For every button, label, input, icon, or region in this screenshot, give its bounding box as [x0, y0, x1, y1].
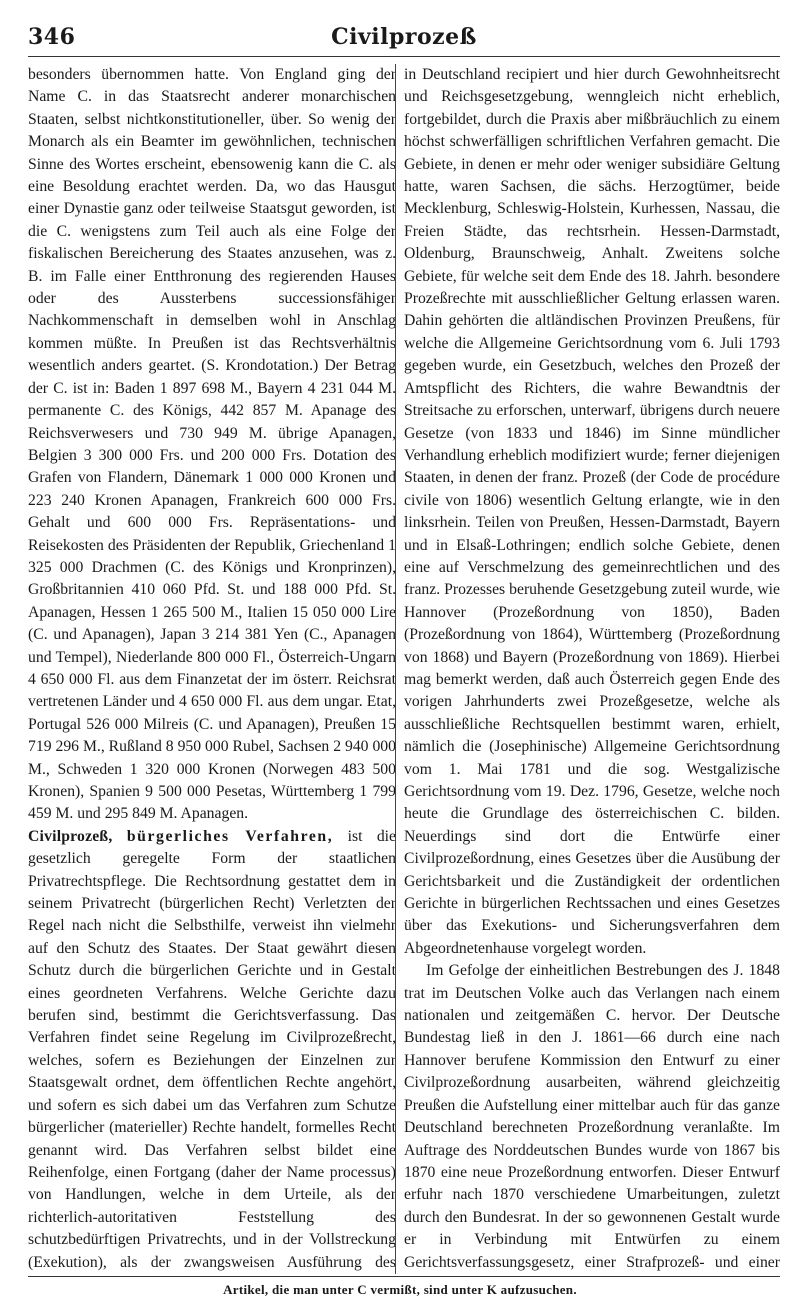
paragraph: besonders übernommen hatte. Von England ging der Name C. in das Staatsrecht anderer monarchischen Staaten, selbst nichtkonstitutioneller, über. So wenig der Monarch als ein Beamter im gewöhnlichen, technischen Sinne des Wortes erscheint, ebensowenig kann die C. als eine Besoldung erachtet werden. Da, wo das Hausgut einer Dynastie ganz oder teilweise Staatsgut geworden, ist die C. wenigstens zum Teil auch als eine Folge der fiskalischen Bereicherung des Staates anzusehen, was z. B. im Falle einer Entthronung des regierenden Hauses oder des Aussterbens successionsfähiger Nachkommenschaft in demselben wohl in Anschlag kommen müßte. In Preußen ist das Rechtsverhältnis wesentlich anders geartet. (S. Krondotation.) Der Betrag der C. ist in: Baden 1 897 698 M., Bayern 4 231 044 M. permanente C. des Königs, 442 857 M. Apanage des Reichsverwesers und 730 949 M. übrige Apanagen, Belgien 3 300 000 Frs. und 200 000 Frs. Dotation des Grafen von Flandern, Dänemark 1 000 000 Kronen und 223 240 Kronen Apanagen, Frankreich 600 000 Frs. Gehalt und 600 000 Frs. Repräsentations- und Reisekosten des Präsidenten der Republik, Griechenland 1 325 000 Drachmen (C. des Königs und Kronprinzen), Großbritannien 410 060 Pfd. St. und 188 000 Pfd. St. Apanagen, Hessen 1 265 500 M., Italien 15 050 000 Lire (C. und Apanagen), Japan 3 214 381 Yen (C., Apanagen und Tempel), Niederlande 800 000 Fl., Österreich-Ungarn 4 650 000 Fl. aus dem Finanzetat der im österr. Reichsrat vertretenen Länder und 4 650 000 Fl. aus dem ungar. Etat, Portugal 526 000 Milreis (C. und Apanagen), Preußen 15 719 296 M., Rußland 8 950 000 Rubel, Sachsen 2 940 000 M., Schweden 1 320 000 Kronen (Norwegen 483 500 Kronen), Spanien 9 500 000 Pesetas, Württemberg 1 799 459 M. und 295 849 M. Apanagen. — [28, 66, 396, 823]
footer-note: Artikel, die man unter C vermißt, sind unter K aufzusuchen. — [223, 1282, 577, 1297]
entry-civilprozess — [28, 826, 396, 1274]
paragraph: in Deutschland recipiert und hier durch Gewohnheitsrecht und Reichsgesetzgebung, wenngleich nicht erheblich, fortgebildet, durch die Praxis aber mißbräuchlich zu einem höchst schwerfälligen schriftlichen Verfahren gemacht. Die Gebiete, in denen er mehr oder weniger subsidiäre Geltung hatte, waren Sachsen, die sächs. Herzogtümer, beide Mecklenburg, Schleswig-Holstein, Kurhessen, Nassau, die Freien Städte, das rechtsrhein. Hessen-Darmstadt, Oldenburg, Braunschweig, Anhalt. Zweitens solche Gebiete, für welche seit dem Ende des 18. Jahrh. besondere Prozeßrechte mit ausschließlicher Geltung erlassen waren. Dahin gehörten die altländischen Provinzen Preußens, für welche die Allgemeine Gerichtsordnung vom 6. Juli 1793 gegeben wurde, ein Gesetzbuch, welches den Prozeß der Amtspflicht des Richters, die wahre Bewandtnis der Streitsache zu erforschen, unterwarf, übrigens durch neuere Gesetze (von 1833 und 1846) im Sinne mündlicher Verhandlung erheblich modifiziert wurde; ferner diejenigen Staaten, in denen der franz. Prozeß (der Code de procédure civile von 1806) wesentlich Geltung erlangte, wie in den linksrhein. Teilen von Preußen, Hessen-Darmstadt, Bayern und in Elsaß-Lothringen; endlich solche Gebiete, denen eine auf Verschmelzung des gemeinrechtlichen und des franz. Prozesses beruhende Gesetzgebung zuteil wurde, wie Hannover (Prozeßordnung von 1850), Baden (Prozeßordnung von 1864), Württemberg (Prozeßordnung von 1868) und Bayern (Prozeßordnung von 1869). Hierbei mag bemerkt werden, daß auch Österreich gegen Ende des vorigen Jahrhunderts zwei Prozeßgesetze, welche als ausschließliche Rechtsquellen bestimmt waren, erhielt, nämlich die (Josephinische) Allgemeine Gerichtsordnung vom 1. Mai 1781 und die sog. Westgalizische Gerichtsordnung vom 19. Dez. 1796, Gesetze, welche noch heute die Grundlage des österreichischen C. bilden. Neuerdings sind dort die Entwürfe einer Civilprozeßordnung, eines Gesetzes über die Ausübung der Gerichtsbarkeit und die Zuständigkeit der ordentlichen Gerichte in bürgerlichen Rechtssachen und eines Gesetzes über das Exekutions- und Sicherungsverfahren dem Abgeordnetenhause vorgelegt worden. — [404, 66, 780, 957]
page-header — [28, 18, 780, 58]
paragraph: Im Gefolge der einheitlichen Bestrebungen des J. 1848 trat im Deutschen Volke auch das Verlangen nach einem nationalen und zeitgemäßen C. hervor. Der Deutsche Bundestag ließ in den J. 1861—66 durch eine nach Hannover berufene Kommission den Entwurf zu einer Civilprozeßordnung ausarbeiten, während gleichzeitig Preußen die Aufstellung einer mittelbar auch für das ganze Deutschland berechneten Prozeßordnung veranlaßte. Im Auftrage des Norddeutschen Bundes wurde von 1867 bis 1870 eine neue Prozeßordnung entworfen. Dieser Entwurf erfuhr nach 1870 verschiedene Umarbeitungen, zuletzt durch den Bundesrat. In der so gewonnenen Gestalt wurde er in Verbindung mit Entwürfen zu einem Gerichtsverfassungsgesetz, einer Strafprozeß- und einer — [404, 962, 780, 1271]
running-head: Civilprozeß — [331, 24, 477, 50]
right-column — [404, 64, 780, 1274]
page-number: 346 — [28, 24, 76, 50]
paragraph: ist die gesetzlich geregelte Form der staatlichen Privatrechtspflege. Die Rechtsordnung gestattet dem in seinem Privatrecht (bürgerlichen Recht) Verletzten der Regel nach nicht die Selbsthilfe, verweist ihn vielmehr auf den Schutz des Staates. Der Staat gewährt diesen Schutz durch die bürgerlichen Gerichte und in Gestalt eines geordneten Verfahrens. Welche Gerichte dazu berufen sind, bestimmt die Gerichtsverfassung. Das Verfahren findet seine Regelung im Civilprozeßrecht, welches, sofern es Beziehungen der Einzelnen zur Staatsgewalt ordnet, dem öffentlichen Rechte angehört, und sofern es sich dabei um das Verfahren zum Schutze bürgerlicher (materieller) Rechte handelt, formelles Recht genannt wird. Das Verfahren selbst bildet eine Reihenfolge, einen Fortgang (daher der Name processus) von Handlungen, welche in dem Urteile, als der richterlich-autoritativen Feststellung des schutzbedürftigen Privatrechts, und in der Vollstreckung (Exekution), als der zwangsweisen Ausführung des — [28, 827, 396, 1271]
header-rule — [28, 56, 780, 57]
entry-headword-alt: bürgerliches Verfahren, — [126, 827, 334, 845]
column-divider — [395, 64, 396, 1274]
left-column — [28, 64, 396, 1274]
entry-headword: Civilprozeß, — [28, 827, 113, 845]
footer-rule — [28, 1276, 780, 1277]
